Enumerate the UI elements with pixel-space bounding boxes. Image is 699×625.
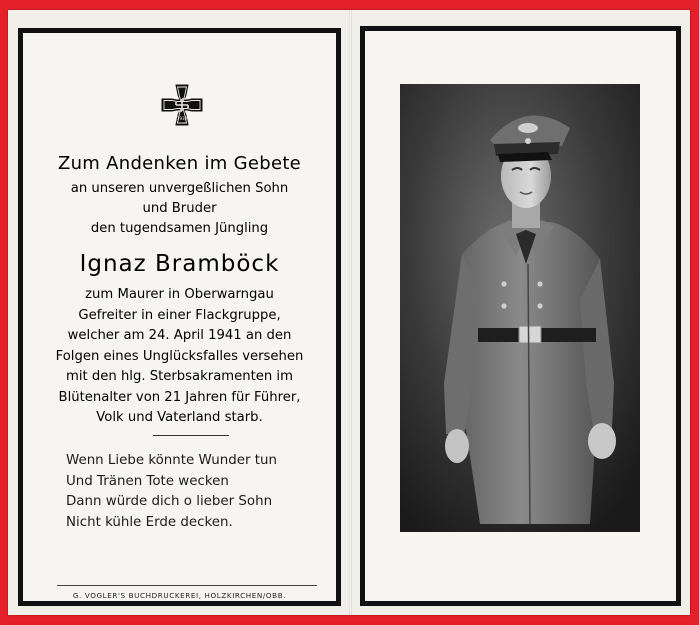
- divider: [153, 435, 229, 436]
- biography-line: mit den hlg. Sterbsakramenten im: [66, 369, 293, 384]
- iron-cross-icon: [160, 83, 204, 127]
- printer-rule: [57, 585, 317, 586]
- biography-line: Blütenalter von 21 Jahren für Führer,: [58, 389, 301, 405]
- intro-line: an unseren unvergeßlichen Sohn: [70, 181, 289, 196]
- left-panel-inner: [23, 33, 336, 601]
- biography-line: zum Maurer in Oberwarngau: [85, 287, 274, 302]
- poem: [66, 451, 277, 533]
- biography-line: welcher am 24. April 1941 an den: [67, 328, 292, 343]
- intro-line: den tugendsamen Jüngling: [90, 221, 269, 236]
- portrait-illustration: [400, 84, 640, 532]
- left-panel: [18, 28, 341, 606]
- intro-line: und Bruder: [142, 201, 217, 216]
- intro-text: [23, 179, 336, 239]
- svg-text:1939: 1939: [176, 116, 188, 121]
- poem-line: Dann würde dich o lieber Sohn: [66, 494, 273, 509]
- biography-line: Gefreiter in einer Flackgruppe,: [78, 307, 281, 323]
- biography-line: Folgen eines Unglücksfalles versehen: [55, 348, 304, 364]
- biography-line: Volk und Vaterland starb.: [96, 410, 263, 425]
- poem-line: Nicht kühle Erde decken.: [66, 514, 233, 530]
- poem-line: Wenn Liebe könnte Wunder tun: [66, 453, 277, 468]
- deceased-name: Ignaz Bramböck: [79, 251, 280, 277]
- card-fold: [349, 10, 352, 615]
- memorial-heading: Zum Andenken im Gebete: [57, 153, 302, 174]
- soldier-portrait-image: [400, 84, 640, 532]
- printer-imprint: G. VOGLER'S BUCHDRUCKEREI, HOLZKIRCHEN/OBB.: [72, 591, 287, 600]
- poem-line: Und Tränen Tote wecken: [66, 473, 229, 489]
- biography-text: [23, 285, 336, 429]
